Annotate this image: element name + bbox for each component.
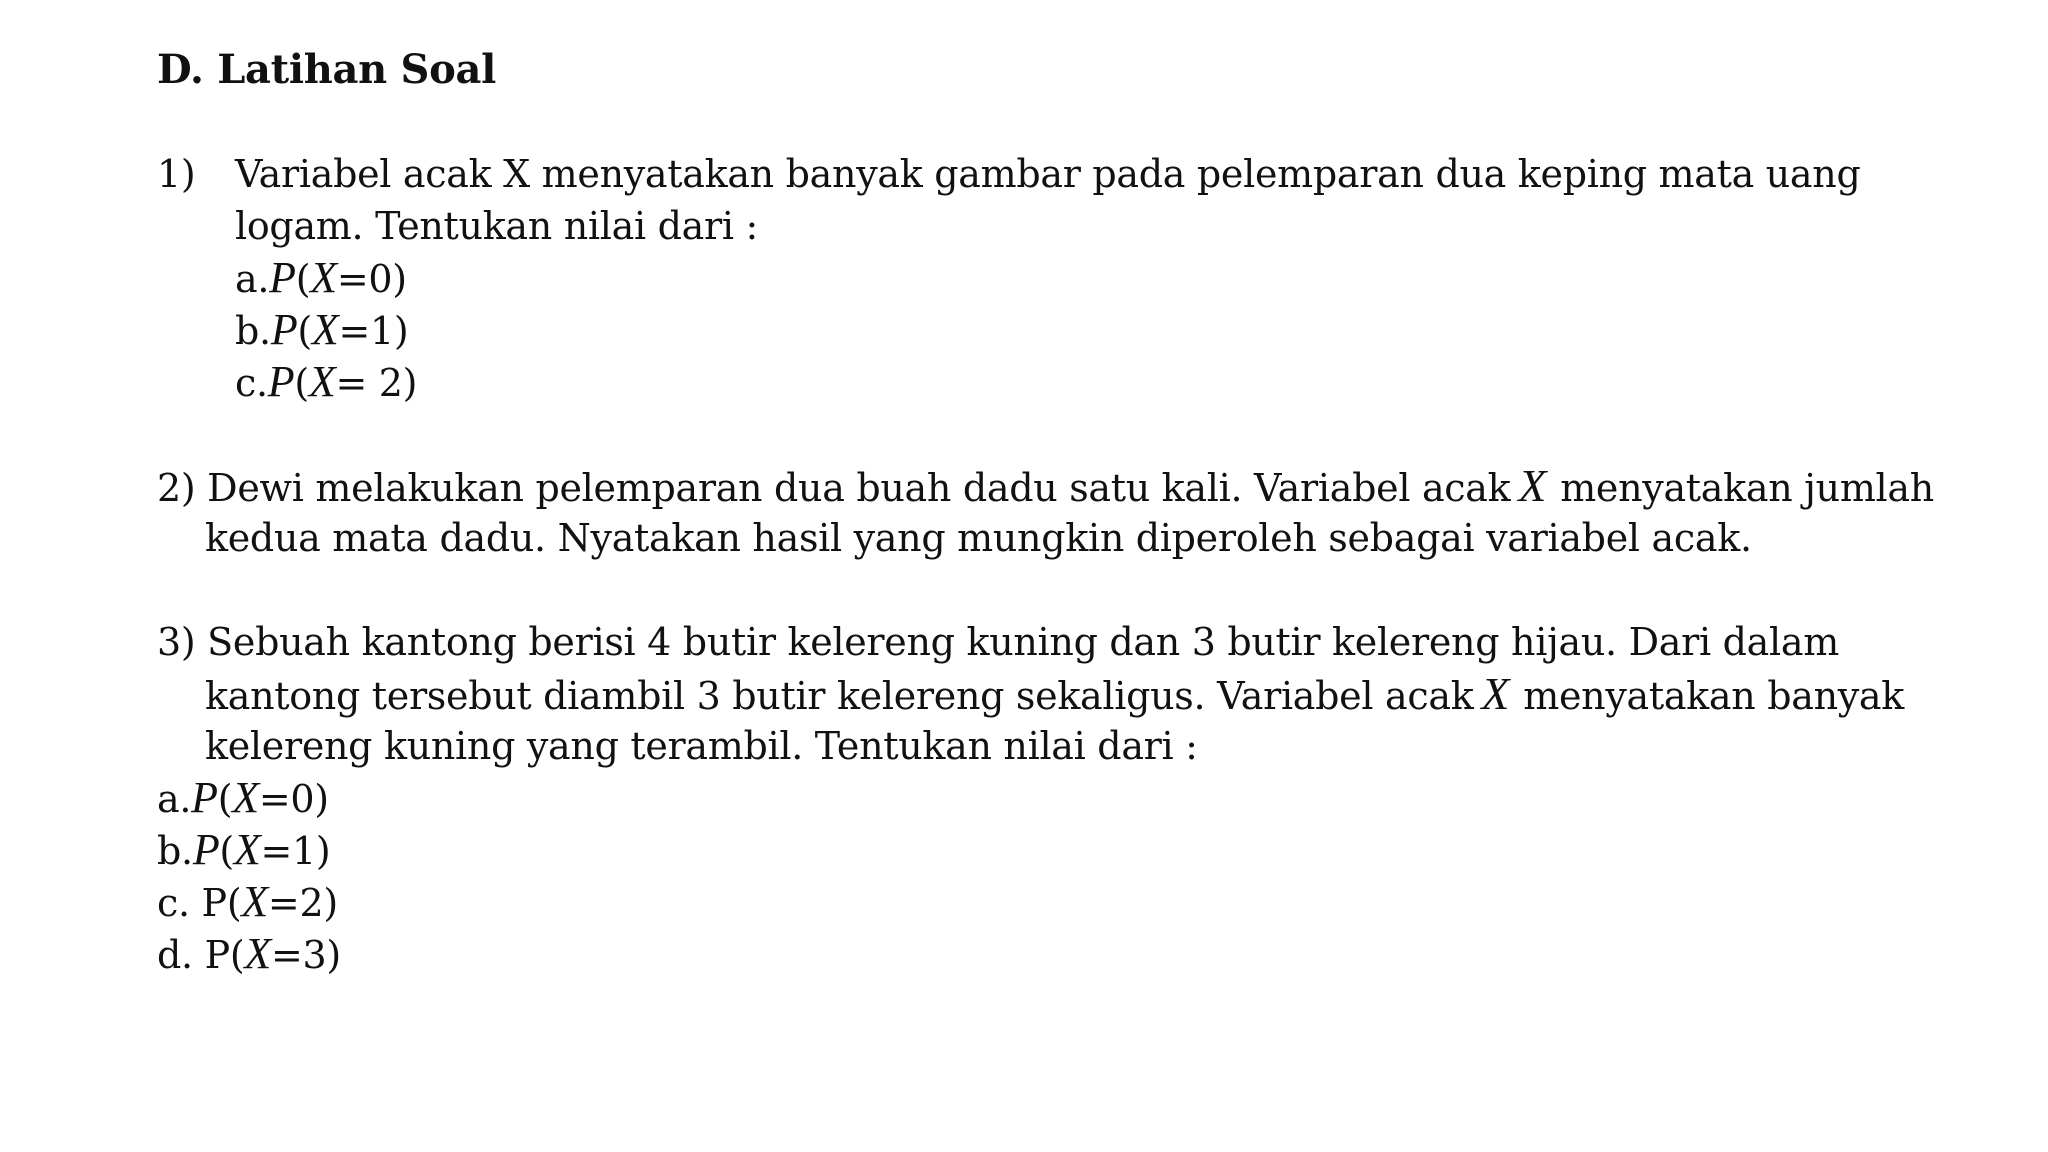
open-paren: ( <box>295 257 311 301</box>
question-2-line-1 <box>157 460 1934 514</box>
option-label: d. P <box>157 933 230 977</box>
value-text: =0) <box>336 257 407 301</box>
value-text: = 2) <box>335 361 418 405</box>
question-1-line-1: Variabel acak X menyatakan banyak gambar pada pelemparan dua keping mata uang <box>235 152 1861 196</box>
probability-symbol: P <box>267 357 295 406</box>
question-3-line-1: 3) Sebuah kantong berisi 4 butir kelereng kuning dan 3 butir kelereng hijau. Dari dalam <box>157 620 1839 664</box>
variable-x: X <box>1518 460 1547 511</box>
value-text: =3) <box>270 933 341 977</box>
question-3-option-d <box>157 928 341 981</box>
variable-x: X <box>1481 668 1510 719</box>
question-2-text-start: 2) Dewi melakukan pelemparan dua buah dadu satu kali. Variabel acak <box>157 466 1511 510</box>
question-1-line-2: logam. Tentukan nilai dari : <box>235 204 758 248</box>
option-label: c. <box>235 361 268 405</box>
value-text: =1) <box>338 309 409 353</box>
option-label: a. <box>235 257 270 301</box>
question-3-option-a <box>157 772 329 825</box>
variable-x: X <box>311 305 339 354</box>
value-text: =1) <box>260 829 331 873</box>
option-label: c. P <box>157 881 227 925</box>
question-3-text-start: kantong tersebut diambil 3 butir kelereng sekaligus. Variabel acak <box>205 674 1474 718</box>
probability-symbol: P <box>269 253 296 302</box>
probability-symbol: P <box>191 773 218 822</box>
probability-symbol: P <box>192 825 220 874</box>
value-text: =0) <box>258 777 329 821</box>
open-paren: ( <box>226 881 242 925</box>
question-3-option-b <box>157 824 330 877</box>
question-3-option-c <box>157 876 338 929</box>
variable-x: X <box>310 253 337 302</box>
question-1-option-c <box>235 356 417 409</box>
open-paren: ( <box>229 933 245 977</box>
question-3-text-end: menyatakan banyak <box>1523 674 1905 718</box>
question-3-line-2 <box>205 668 1904 722</box>
option-label: a. <box>157 777 192 821</box>
option-label: b. <box>235 309 271 353</box>
question-3-line-3: kelereng kuning yang terambil. Tentukan nilai dari : <box>205 724 1198 768</box>
option-label: b. <box>157 829 193 873</box>
question-1-option-a <box>235 252 407 305</box>
question-2-line-2: kedua mata dadu. Nyatakan hasil yang mungkin diperoleh sebagai variabel acak. <box>205 516 1752 560</box>
question-2-text-end: menyatakan jumlah <box>1560 466 1934 510</box>
question-1-number: 1) <box>157 152 196 196</box>
open-paren: ( <box>294 361 309 405</box>
section-title: D. Latihan Soal <box>157 46 497 93</box>
variable-x: X <box>232 773 259 822</box>
probability-symbol: P <box>270 305 298 354</box>
variable-x: X <box>233 825 261 874</box>
variable-x: X <box>241 877 268 926</box>
open-paren: ( <box>219 829 234 873</box>
variable-x: X <box>308 357 336 406</box>
open-paren: ( <box>217 777 233 821</box>
question-1-option-b <box>235 304 408 357</box>
open-paren: ( <box>297 309 312 353</box>
value-text: =2) <box>267 881 338 925</box>
variable-x: X <box>244 929 271 978</box>
